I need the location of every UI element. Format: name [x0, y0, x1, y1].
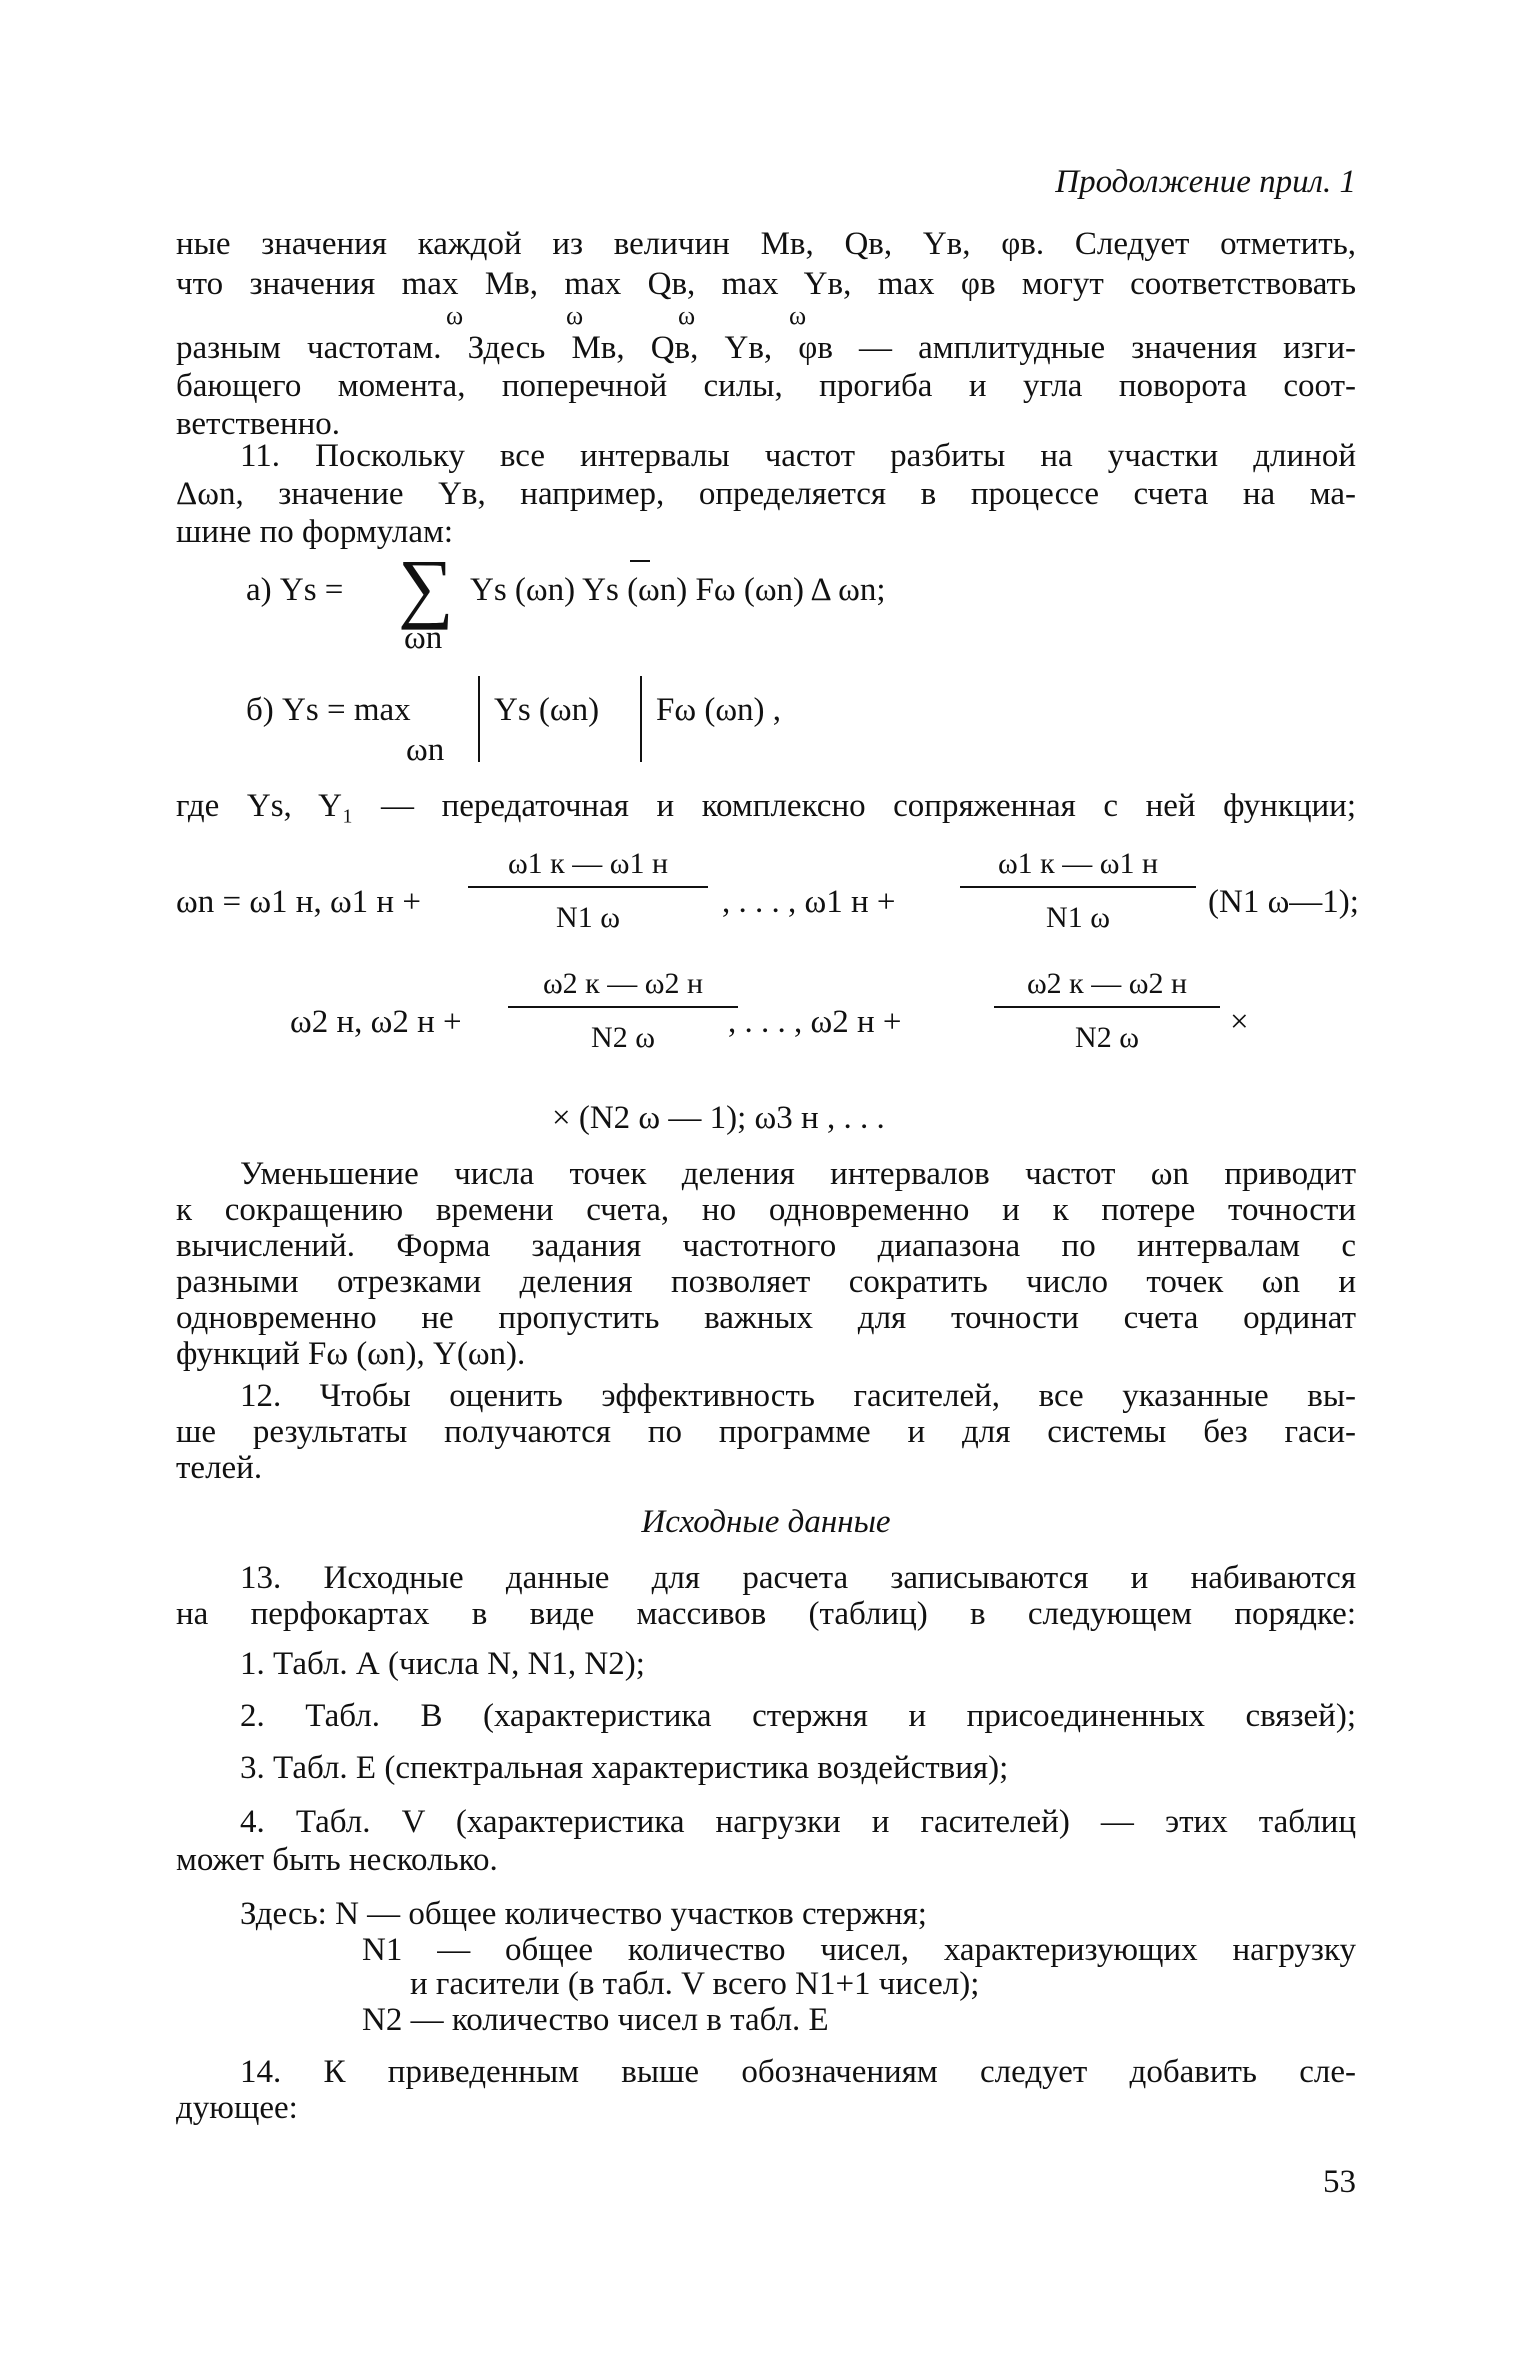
running-header: Продолжение прил. 1: [1055, 164, 1356, 200]
omega-under-2: ω: [566, 301, 584, 330]
omega-row2-frac1: [508, 964, 738, 1004]
omega-row1-den1: N1 ω: [556, 901, 620, 934]
omega-row1-den2: N1 ω: [1046, 901, 1110, 934]
def-line-2: N1 — общее количество чисел, характеризующих нагрузку: [362, 1932, 1356, 1968]
list-item-4-line-1: 4. Табл. V (характеристика нагрузки и гасителей) — этих таблиц: [240, 1804, 1356, 1840]
page-number: 53: [1323, 2164, 1356, 2200]
abs-bar-right: [640, 676, 642, 762]
reduce-line-6: функций Fω (ωn), Y(ωn).: [176, 1336, 526, 1372]
reduce-line-2: к сокращению времени счета, но одновременно и к потере точности: [176, 1192, 1356, 1228]
sigma-symbol: ∑: [398, 543, 454, 630]
intro-line-4: бающего момента, поперечной силы, прогиба и угла поворота соот-: [176, 368, 1356, 404]
p12-line-2: ше результаты получаются по программе и для системы без гаси-: [176, 1414, 1356, 1450]
omega-row1-den2-wrap: [960, 898, 1196, 938]
reduce-line-3: вычислений. Форма задания частотного диапазона по интервалам с: [176, 1228, 1356, 1264]
def-line-4: N2 — количество чисел в табл. Е: [362, 2002, 829, 2038]
intro-line-2: что значения max Mв, max Qв, max Yв, max φв могут соответствовать: [176, 266, 1356, 302]
p13-line-2: на перфокартах в виде массивов (таблиц) в следующем порядке:: [176, 1596, 1356, 1632]
omega-under-4: ω: [789, 301, 807, 330]
intro-line-1: ные значения каждой из величин Mв, Qв, Yв, φв. Следует отметить,: [176, 226, 1356, 262]
intro-line-5: ветственно.: [176, 406, 341, 442]
intro-line-3: разным частотам. Здесь Mв, Qв, Yв, φв — амплитудные значения изги-: [176, 330, 1356, 366]
formula-b-abs: Ys (ωn): [494, 692, 600, 728]
conjugate-overbar: [630, 560, 650, 562]
p14-line-2: дующее:: [176, 2090, 298, 2126]
omega-row2-fracline2: [994, 1006, 1220, 1008]
list-item-4-line-2: может быть несколько.: [176, 1842, 498, 1878]
formula-b-under: ωn: [406, 732, 445, 768]
list-item-2: 2. Табл. В (характеристика стержня и присоединенных связей);: [240, 1698, 1356, 1734]
omega-row2-den2-wrap: [994, 1018, 1220, 1058]
omega-row2-den1-wrap: [508, 1018, 738, 1058]
omega-row1-start: ωn = ω1 н, ω1 н +: [176, 884, 421, 920]
list-item-1: 1. Табл. А (числа N, N1, N2);: [240, 1646, 645, 1682]
omega-row2-end: ×: [1230, 1004, 1249, 1040]
p11-line-1: 11. Поскольку все интервалы частот разбиты на участки длиной: [240, 438, 1356, 474]
formula-b-label: б) Ys = max: [246, 692, 411, 728]
list-item-3: 3. Табл. Е (спектральная характеристика воздействия);: [240, 1750, 1009, 1786]
reduce-line-5: одновременно не пропустить важных для точности счета ординат: [176, 1300, 1356, 1336]
abs-bar-left: [478, 676, 480, 762]
p11-line-3: шине по формулам:: [176, 514, 454, 550]
omega-row1-fracline1: [468, 886, 708, 888]
omega-row2-mid: , . . . , ω2 н +: [728, 1004, 902, 1040]
omega-row2-num1: ω2 к — ω2 н: [542, 967, 704, 1000]
omega-row2-start: ω2 н, ω2 н +: [290, 1004, 462, 1040]
p12-line-1: 12. Чтобы оценить эффективность гасителей, все указанные вы-: [240, 1378, 1356, 1414]
omega-row1-mid: , . . . , ω1 н +: [722, 884, 896, 920]
formula-a-label: а) Ys =: [246, 572, 344, 608]
formula-a-body: Ys (ωn) Ys (ωn) Fω (ωn) Δ ωn;: [470, 572, 886, 608]
omega-row2-frac2: [994, 964, 1220, 1004]
omega-under-1: ω: [446, 301, 464, 330]
reduce-line-4: разными отрезками деления позволяет сократить число точек ωn и: [176, 1264, 1356, 1300]
omega-row1-end: (N1 ω—1);: [1208, 884, 1359, 920]
p13-line-1: 13. Исходные данные для расчета записываются и набиваются: [240, 1560, 1356, 1596]
def-line-1: Здесь: N — общее количество участков стержня;: [240, 1896, 927, 1932]
p14-line-1: 14. К приведенным выше обозначениям следует добавить сле-: [240, 2054, 1356, 2090]
omega-row1-fracline2: [960, 886, 1196, 888]
where-line: где Ys, Y₁ — передаточная и комплексно сопряженная с ней функции;: [176, 788, 1356, 824]
omega-row3: × (N2 ω — 1); ω3 н , . . .: [552, 1100, 885, 1136]
omega-row2-num2: ω2 к — ω2 н: [1026, 967, 1188, 1000]
omega-row1-num1: ω1 к — ω1 н: [507, 847, 669, 880]
formula-b-after: Fω (ωn) ,: [656, 692, 782, 728]
def-line-3: и гасители (в табл. V всего N1+1 чисел);: [410, 1966, 980, 2002]
omega-row2-den1: N2 ω: [591, 1021, 655, 1054]
formula-a-under: ωn: [404, 620, 443, 656]
omega-row2-fracline1: [508, 1006, 738, 1008]
omega-row2-den2: N2 ω: [1075, 1021, 1139, 1054]
p12-line-3: телей.: [176, 1450, 263, 1486]
omega-row1-num2: ω1 к — ω1 н: [997, 847, 1159, 880]
omega-under-3: ω: [678, 301, 696, 330]
reduce-line-1: Уменьшение числа точек деления интервалов частот ωn приводит: [240, 1156, 1356, 1192]
omega-row1-den1-wrap: [468, 898, 708, 938]
omega-row1-frac1: [468, 844, 708, 884]
section-title: Исходные данные: [641, 1504, 891, 1540]
p11-line-2: Δωn, значение Yв, например, определяется в процессе счета на ма-: [176, 476, 1356, 512]
omega-row1-frac2: [960, 844, 1196, 884]
